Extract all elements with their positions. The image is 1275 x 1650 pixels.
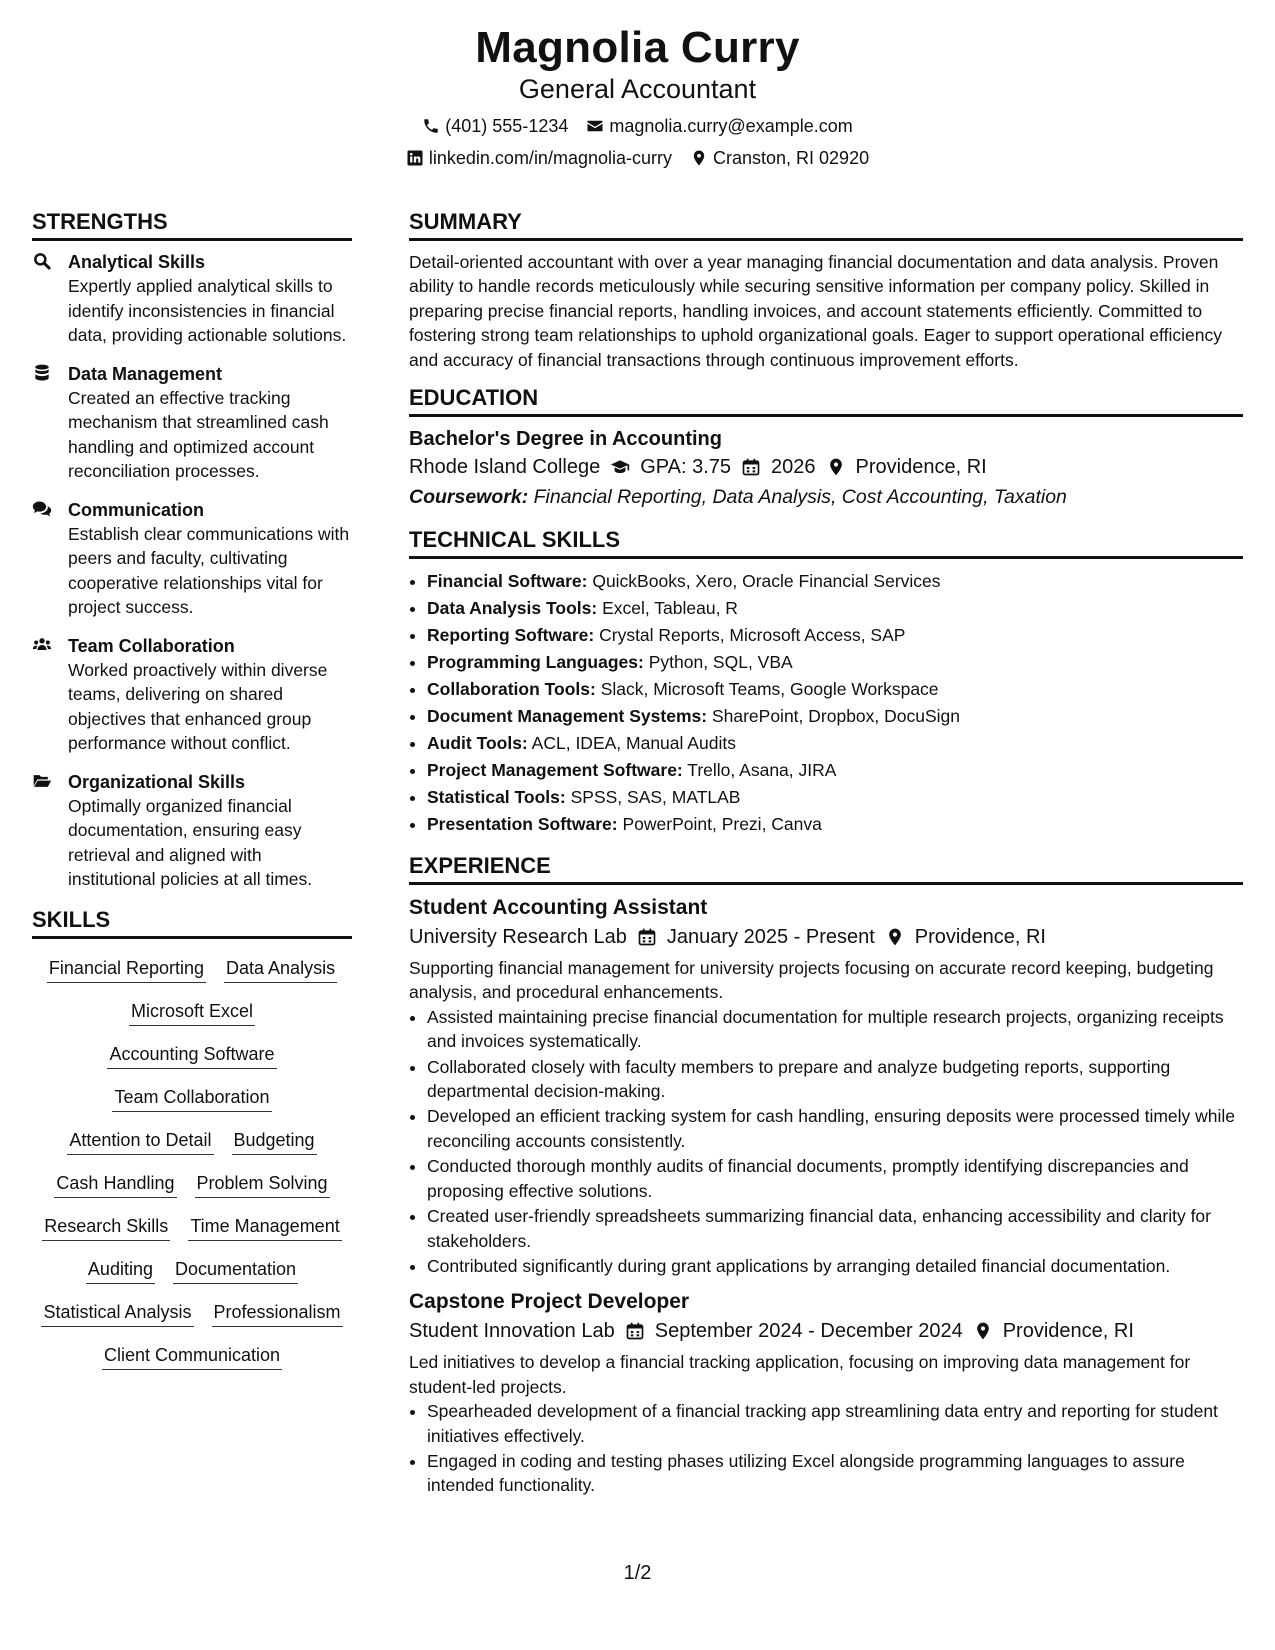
tech-label: Project Management Software: bbox=[427, 760, 683, 781]
summary-heading: SUMMARY bbox=[409, 208, 1243, 241]
job-dates: January 2025 - Present bbox=[666, 926, 875, 949]
database-icon bbox=[32, 362, 54, 484]
job-bullets bbox=[409, 1005, 1243, 1278]
job-title: Capstone Project Developer bbox=[409, 1290, 690, 1314]
strength-title: Communication bbox=[68, 499, 205, 520]
list-item: • Created user-friendly spreadsheets summarizing financial data, enhancing accessibility and clarity for stakeholders. bbox=[427, 1204, 1243, 1253]
tech-value: ACL, IDEA, Manual Audits bbox=[531, 733, 736, 754]
tech-label: Audit Tools: bbox=[427, 733, 528, 754]
tech-label: Presentation Software: bbox=[427, 814, 618, 835]
school-name: Rhode Island College bbox=[409, 456, 601, 479]
phone-item bbox=[422, 114, 568, 138]
job-meta bbox=[409, 922, 1243, 952]
job-title: Student Accounting Assistant bbox=[409, 896, 708, 920]
list-item: • Collaborated closely with faculty members to prepare and analyze budgeting reports, supporting departmental decision-making. bbox=[427, 1055, 1243, 1104]
list-item: • Conducted thorough monthly audits of financial documents, promptly identifying discrepancies and proposing effective solutions. bbox=[427, 1154, 1243, 1203]
skill-chip: Microsoft Excel bbox=[129, 999, 255, 1026]
skill-chip: Attention to Detail bbox=[67, 1128, 213, 1155]
job-entry bbox=[409, 1288, 1243, 1497]
graduation-cap-icon bbox=[610, 457, 630, 477]
map-marker-icon bbox=[690, 149, 708, 167]
map-marker-icon bbox=[826, 457, 846, 477]
list-item bbox=[427, 784, 1243, 811]
strength-desc: Created an effective tracking mechanism that streamlined cash handling and optimized account reconciliation processes. bbox=[68, 387, 329, 481]
strength-item bbox=[32, 634, 352, 756]
folder-open-icon bbox=[32, 770, 54, 892]
list-item bbox=[427, 703, 1243, 730]
list-item bbox=[427, 730, 1243, 757]
technical-skills-heading: TECHNICAL SKILLS bbox=[409, 526, 1243, 559]
summary-text: Detail-oriented accountant with over a year managing financial documentation and data analysis. Proven ability to handle records meticulously while securing sensitive information per company policy. Skilled in preparing precise financial reports, handling invoices, and account statements efficiently. Committed to fostering strong team relationships to uphold organizational goals. Eager to support operational efficiency and accuracy of financial transactions through continuous improvement efforts. bbox=[409, 252, 1222, 370]
tech-label: Statistical Tools: bbox=[427, 787, 566, 808]
list-item bbox=[427, 568, 1243, 595]
users-icon bbox=[32, 634, 54, 756]
job-entry bbox=[409, 894, 1243, 1278]
tech-label: Data Analysis Tools: bbox=[427, 598, 598, 619]
tech-value: Python, SQL, VBA bbox=[648, 652, 793, 673]
skill-chip: Accounting Software bbox=[107, 1042, 276, 1069]
list-item bbox=[427, 649, 1243, 676]
tech-label: Reporting Software: bbox=[427, 625, 595, 646]
skill-chip: Financial Reporting bbox=[47, 956, 206, 983]
list-item bbox=[427, 676, 1243, 703]
coursework bbox=[409, 482, 1243, 512]
skill-chip: Time Management bbox=[188, 1214, 341, 1241]
skill-chip: Data Analysis bbox=[224, 956, 337, 983]
list-item bbox=[427, 757, 1243, 784]
list-item: • Contributed significantly during grant applications by arranging detailed financial documentation. bbox=[427, 1254, 1243, 1278]
job-org: Student Innovation Lab bbox=[409, 1320, 615, 1343]
skill-chip: Budgeting bbox=[232, 1128, 317, 1155]
resume-header bbox=[0, 22, 1275, 170]
tech-label: Document Management Systems: bbox=[427, 706, 708, 727]
coursework-list: Financial Reporting, Data Analysis, Cost Accounting, Taxation bbox=[533, 486, 1067, 509]
right-column bbox=[409, 208, 1243, 1508]
list-item: • Engaged in coding and testing phases utilizing Excel alongside programming languages to assure intended functionality. bbox=[427, 1449, 1243, 1498]
calendar-icon bbox=[625, 1321, 645, 1341]
job-location: Providence, RI bbox=[1002, 1320, 1134, 1343]
skill-chip: Cash Handling bbox=[54, 1171, 176, 1198]
strength-desc: Expertly applied analytical skills to identify inconsistencies in financial data, providing actionable solutions. bbox=[68, 276, 347, 345]
candidate-title: General Accountant bbox=[518, 74, 757, 104]
email-text[interactable]: magnolia.curry@example.com bbox=[609, 116, 853, 136]
comments-icon bbox=[32, 498, 54, 620]
strength-title: Analytical Skills bbox=[68, 252, 206, 272]
strength-item bbox=[32, 250, 352, 348]
list-item: • Developed an efficient tracking system for cash handling, ensuring deposits were processed timely while reconciling accounts consistently. bbox=[427, 1104, 1243, 1153]
tech-label: Financial Software: bbox=[427, 571, 588, 592]
calendar-icon bbox=[637, 927, 657, 947]
contact-row-1 bbox=[0, 114, 1275, 138]
tech-label: Programming Languages: bbox=[427, 652, 644, 673]
gpa-text: GPA: 3.75 bbox=[640, 456, 732, 479]
strength-desc: Establish clear communications with peers and faculty, cultivating cooperative relationships vital for project success. bbox=[68, 523, 350, 617]
tech-value: Crystal Reports, Microsoft Access, SAP bbox=[599, 625, 906, 646]
strength-item bbox=[32, 362, 352, 484]
phone-icon bbox=[422, 117, 440, 135]
experience-heading: EXPERIENCE bbox=[409, 852, 1243, 885]
grad-year: 2026 bbox=[771, 456, 816, 479]
contact-row-2 bbox=[0, 146, 1275, 170]
list-item bbox=[427, 622, 1243, 649]
search-icon bbox=[32, 250, 54, 348]
list-item: • Assisted maintaining precise financial documentation for multiple research projects, organizing receipts and invoices systematically. bbox=[427, 1005, 1243, 1054]
skills-heading: SKILLS bbox=[32, 906, 352, 939]
map-marker-icon bbox=[973, 1321, 993, 1341]
left-column bbox=[32, 208, 352, 1370]
strength-item bbox=[32, 770, 352, 892]
strength-desc: Worked proactively within diverse teams, delivering on shared objectives that enhanced group performance without conflict. bbox=[68, 659, 328, 753]
list-item: • Spearheaded development of a financial tracking app streamlining data entry and reporting for student initiatives effectively. bbox=[427, 1399, 1243, 1448]
strength-desc: Optimally organized financial documentation, ensuring easy retrieval and aligned with institutional policies at all times. bbox=[68, 795, 313, 889]
degree-title: Bachelor's Degree in Accounting bbox=[409, 428, 722, 451]
location-text: Cranston, RI 02920 bbox=[713, 148, 870, 168]
strength-title: Organizational Skills bbox=[68, 771, 246, 792]
job-org: University Research Lab bbox=[409, 926, 627, 949]
job-description: Supporting financial management for university projects focusing on accurate record keeping, budgeting analysis, and procedural enhancements. bbox=[409, 958, 1214, 1003]
skill-chip: Problem Solving bbox=[195, 1171, 330, 1198]
skill-chip: Client Communication bbox=[102, 1343, 282, 1370]
education-meta bbox=[409, 452, 1243, 482]
envelope-icon bbox=[586, 117, 604, 135]
page-number: 1/2 bbox=[623, 1562, 652, 1584]
education-location: Providence, RI bbox=[855, 456, 987, 479]
coursework-label: Coursework: bbox=[409, 486, 529, 509]
linkedin-icon bbox=[406, 149, 424, 167]
tech-value: Excel, Tableau, R bbox=[602, 598, 738, 619]
job-description: Led initiatives to develop a financial tracking application, focusing on improving data management for student-led projects. bbox=[409, 1352, 1191, 1397]
technical-skills-list bbox=[409, 568, 1243, 838]
skill-chip: Auditing bbox=[86, 1257, 155, 1284]
job-meta bbox=[409, 1316, 1243, 1346]
skills-list bbox=[32, 948, 352, 1370]
tech-value: PowerPoint, Prezi, Canva bbox=[622, 814, 822, 835]
job-location: Providence, RI bbox=[914, 926, 1046, 949]
calendar-icon bbox=[741, 457, 761, 477]
job-dates: September 2024 - December 2024 bbox=[654, 1320, 963, 1343]
list-item bbox=[427, 811, 1243, 838]
tech-value: SPSS, SAS, MATLAB bbox=[570, 787, 741, 808]
map-marker-icon bbox=[885, 927, 905, 947]
candidate-name: Magnolia Curry bbox=[475, 23, 800, 72]
linkedin-text[interactable]: linkedin.com/in/magnolia-curry bbox=[428, 148, 672, 168]
skill-chip: Documentation bbox=[173, 1257, 298, 1284]
tech-value: Trello, Asana, JIRA bbox=[687, 760, 837, 781]
email-item[interactable] bbox=[586, 114, 852, 138]
tech-value: QuickBooks, Xero, Oracle Financial Services bbox=[592, 571, 941, 592]
strengths-heading: STRENGTHS bbox=[32, 208, 352, 241]
strength-title: Team Collaboration bbox=[68, 635, 235, 656]
phone-text: (401) 555-1234 bbox=[445, 116, 569, 136]
skill-chip: Team Collaboration bbox=[112, 1085, 271, 1112]
skill-chip: Professionalism bbox=[212, 1300, 343, 1327]
education-heading: EDUCATION bbox=[409, 384, 1243, 417]
skill-chip: Research Skills bbox=[42, 1214, 170, 1241]
tech-value: Slack, Microsoft Teams, Google Workspace bbox=[600, 679, 939, 700]
location-item bbox=[690, 146, 869, 170]
job-bullets bbox=[409, 1399, 1243, 1498]
strength-item bbox=[32, 498, 352, 620]
skill-chip: Statistical Analysis bbox=[41, 1300, 193, 1327]
tech-value: SharePoint, Dropbox, DocuSign bbox=[711, 706, 961, 727]
tech-label: Collaboration Tools: bbox=[427, 679, 596, 700]
list-item bbox=[427, 595, 1243, 622]
strength-title: Data Management bbox=[68, 363, 223, 384]
linkedin-item[interactable] bbox=[406, 146, 672, 170]
